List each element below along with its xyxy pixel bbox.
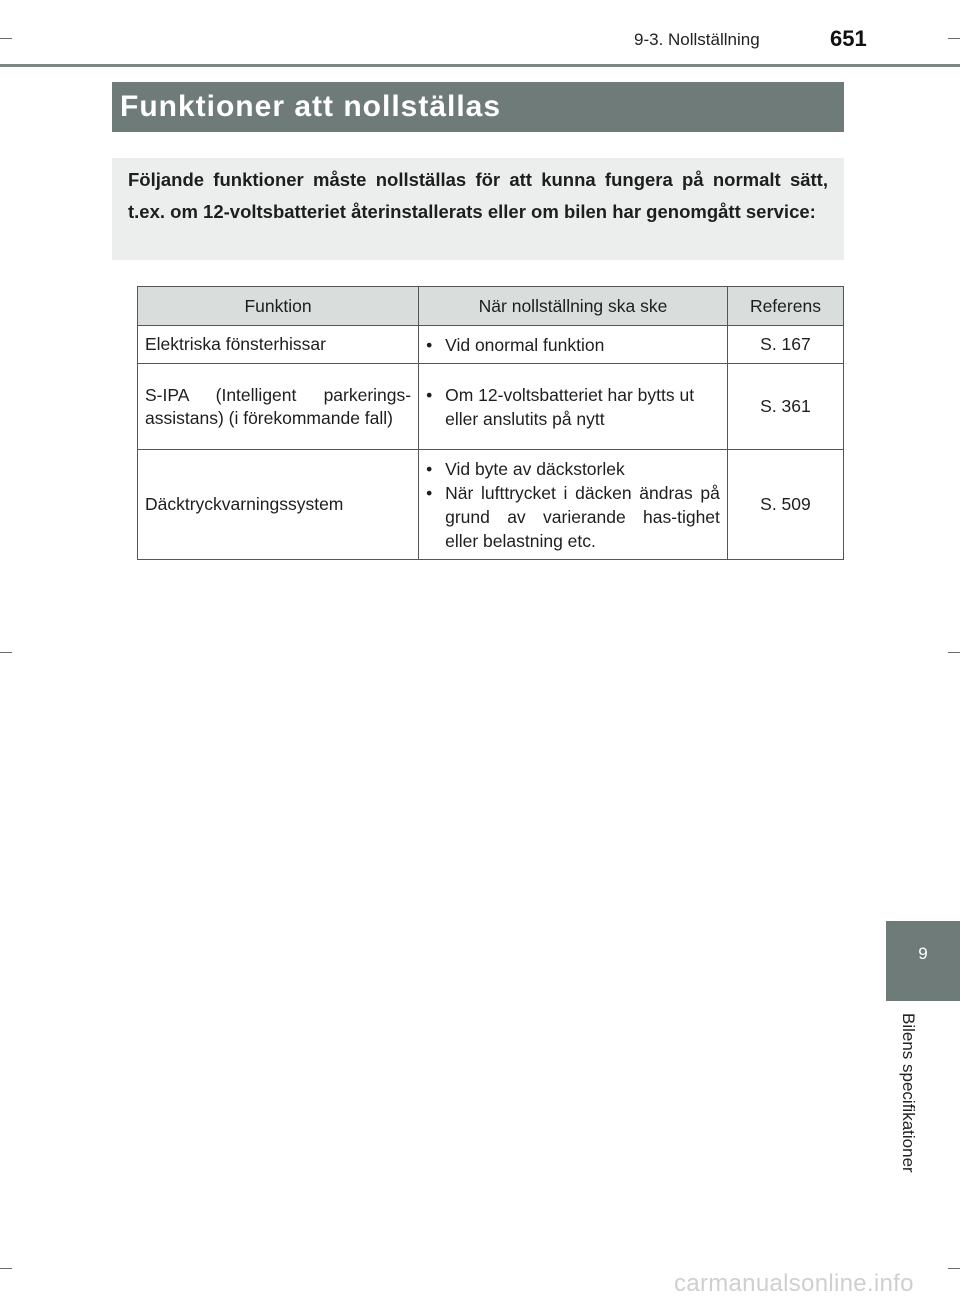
- list-item: • Om 12-voltsbatteriet har bytts ut eller anslutits på nytt: [426, 384, 695, 429]
- table-row: [138, 326, 844, 364]
- reference-cell: S. 167: [727, 326, 843, 364]
- page-title: Funktioner att nollställas: [112, 82, 844, 132]
- when-cell: [419, 326, 728, 364]
- list-item: • Vid byte av däckstorlek: [426, 458, 625, 479]
- when-list: [426, 457, 720, 553]
- chapter-label: Bilens specifikationer: [899, 1013, 918, 1173]
- list-item: • Vid onormal funktion: [426, 334, 605, 355]
- reference-cell: S. 361: [727, 364, 843, 450]
- reference-cell: S. 509: [727, 450, 843, 560]
- crop-mark: [948, 652, 960, 653]
- column-header-function: Funktion: [138, 287, 419, 326]
- when-text: Vid onormal funktion: [445, 334, 605, 355]
- column-header-when: När nollställning ska ske: [419, 287, 728, 326]
- chapter-number: 9: [918, 944, 928, 963]
- reset-functions-table: [137, 286, 844, 560]
- table-row: [138, 450, 844, 560]
- page-number: 651: [830, 26, 867, 51]
- crop-mark: [948, 38, 960, 39]
- function-cell: S-IPA (Intelligent parkerings-assistans) (i förekommande fall): [138, 364, 419, 450]
- crop-mark: [948, 1268, 960, 1269]
- when-text: Vid byte av däckstorlek: [445, 458, 625, 479]
- crop-mark: [0, 38, 12, 39]
- when-list: [426, 383, 720, 431]
- function-cell: Däcktryckvarningssystem: [138, 450, 419, 560]
- header-rule: [0, 64, 960, 67]
- crop-mark: [0, 1268, 12, 1269]
- watermark-text: carmanualsonline.info: [674, 1270, 914, 1297]
- when-cell: [419, 364, 728, 450]
- table-header-row: [138, 287, 844, 326]
- chapter-tab: [886, 921, 960, 1001]
- function-cell: Elektriska fönsterhissar: [138, 326, 419, 364]
- list-item: • När lufttrycket i däcken ändras på grund av varierande has-tighet eller belastning etc.: [426, 482, 720, 551]
- table-row: [138, 364, 844, 450]
- intro-paragraph: [112, 158, 844, 260]
- when-text: När lufttrycket i däcken ändras på grund av varierande has-tighet eller belastning etc.: [445, 482, 720, 551]
- section-heading: 9-3. Nollställning: [634, 30, 760, 49]
- intro-text: Följande funktioner måste nollställas för att kunna fungera på normalt sätt, t.ex. om 12-voltsbatteriet återinstallerats eller om bilen har genomgått service:: [128, 169, 828, 222]
- column-header-reference: Referens: [727, 287, 843, 326]
- when-cell: [419, 450, 728, 560]
- when-list: [426, 333, 720, 357]
- when-text: Om 12-voltsbatteriet har bytts ut eller anslutits på nytt: [445, 384, 695, 429]
- crop-mark: [0, 652, 12, 653]
